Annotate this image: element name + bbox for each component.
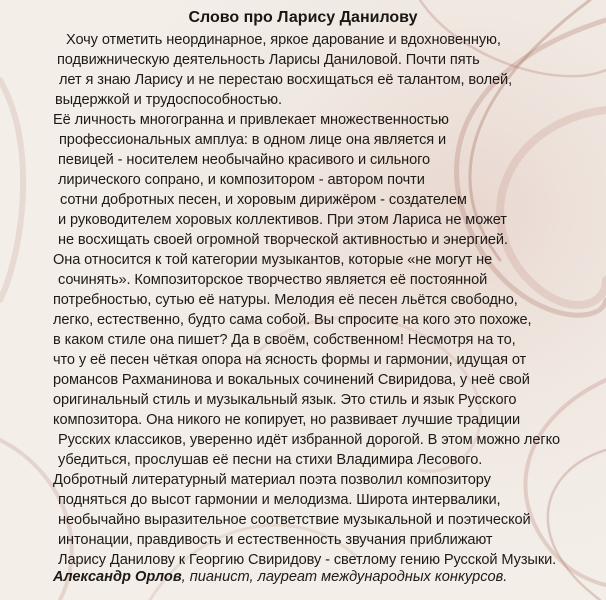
text-line: интонации, правдивость и естественность звучания приближают [58,532,493,548]
text-line: сотни добротных песен, и хоровым дирижёром - создателем [60,192,467,208]
text-line: сочинять». Композиторское творчество является её постоянной [58,272,488,288]
text-line: и руководителем хоровых коллективов. При этом Лариса не может [58,212,507,228]
text-line: Она относится к той категории музыкантов, которые «не могут не [53,252,493,268]
text-line: легко, естественно, будто сама собой. Вы спросите на кого это похоже, [53,312,532,328]
text-line: в каком стиле она пишет? Да в своём, собственном! Несмотря на то, [53,332,516,348]
text-line: Хочу отметить неординарное, яркое дарование и вдохновенную, [66,32,501,48]
text-line: подняться до высот гармонии и мелодизма. Широта интервалики, [58,492,501,508]
text-line: романсов Рахманинова и вокальных сочинений Свиридова, у неё свой [53,372,530,388]
signature-credentials: , пианист, лауреат международных конкурсов. [181,569,508,585]
text-line: оригинальный стиль и музыкальный язык. Это стиль и язык Русского [53,392,517,408]
text-line: Русских классиков, уверенно идёт избранной дорогой. В этом можно легко [58,432,561,448]
text-line: не восхищать своей огромной творческой активностью и энергией. [58,232,508,248]
text-line: Ларису Данилову к Георгию Свиридову - светлому гению Русской Музыки. [58,552,557,568]
text-line: потребностью, сутью её натуры. Мелодия её песен льётся свободно, [53,292,518,308]
text-line: певицей - носителем необычайно красивого и сильного [58,152,431,168]
text-line: подвижническую деятельность Ларисы Даниловой. Почти пять [57,52,480,68]
text-line: выдержкой и трудоспособностью. [55,92,282,108]
signature-name: Александр Орлов [53,569,182,585]
signature [53,567,507,587]
text-line: убедиться, прослушав её песни на стихи Владимира Лесового. [58,452,483,468]
text-line: что у её песен чёткая опора на ясность формы и гармонии, идущая от [53,352,527,368]
text-line: профессиональных амплуа: в одном лице она является и [59,132,447,148]
text-line: Добротный литературный материал поэта позволил композитору [53,472,491,488]
text-line: лирического сопрано, и композитором - автором почти [58,172,425,188]
document-title: Слово про Ларису Данилову [188,9,418,26]
text-line: Её личность многогранна и привлекает множественностью [53,112,449,128]
text-line: композитора. Она никого не копирует, но развивает лучшие традиции [53,412,521,428]
text-line: лет я знаю Ларису и не перестаю восхищаться её талантом, волей, [59,72,513,88]
text-line: необычайно выразительное соответствие музыкальной и поэтической [58,512,531,528]
